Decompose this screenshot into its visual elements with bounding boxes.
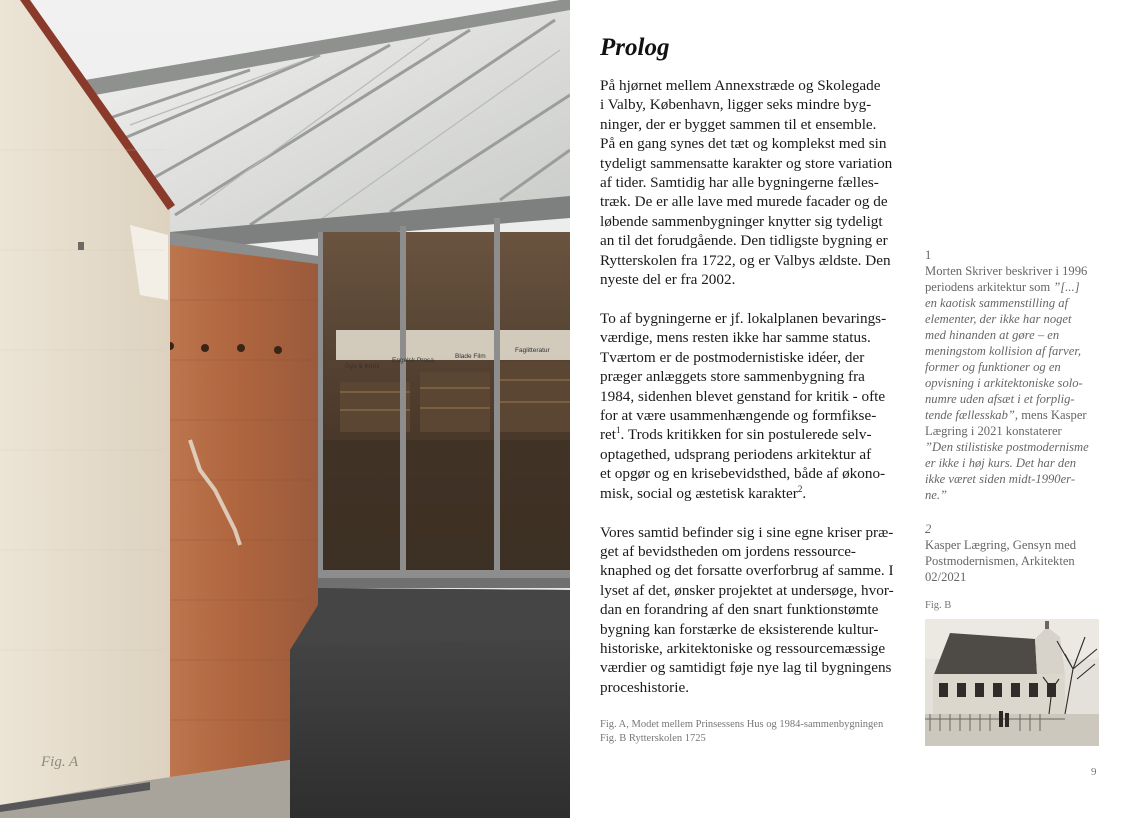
text-line: ninger, der er bygget sammen til et ensemble. (600, 115, 877, 133)
text-line: proceshistorie. (600, 678, 689, 696)
quote-line: meningstom kollision af farver, (925, 344, 1082, 358)
paragraph-3 (600, 523, 910, 698)
text-line: præger anlæggets store sammenbygning fra (600, 368, 865, 386)
footnote-ref-2[interactable]: 2 (797, 483, 803, 494)
text-fragment: periodens arkitektur som (925, 280, 1054, 294)
text-line: På hjørnet mellem Annexstræde og Skolegade (600, 77, 881, 94)
quote-line: med hinanden at gøre – en (925, 328, 1060, 342)
text-line: get af bevidstheden om jordens ressource- (600, 542, 856, 560)
quote-line: former og funktioner og en (925, 360, 1061, 374)
text-line: To af bygningerne er jf. lokalplanen bevarings- (600, 309, 887, 327)
text-line: Tværtom er de postmodernistiske idéer, der (600, 348, 865, 366)
text-line (600, 484, 910, 503)
footnote-number: 1 (925, 248, 932, 262)
footnote-line: Lægring i 2021 konstaterer (925, 424, 1062, 438)
text-fragment: . Trods kritikken for sin postulerede selv- (620, 426, 872, 444)
page-title: Prolog (600, 34, 670, 61)
page-number: 9 (1091, 766, 1097, 778)
figure-b-drawing (925, 619, 1099, 746)
footnote-number: 2 (925, 522, 932, 536)
text-line: knaphed og det forsatte overforbrug af samme. I (600, 562, 894, 580)
text-line: an til det forudgående. Den tidligste bygning er (600, 232, 888, 250)
caption-line: Fig. A, Modet mellem Prinsessens Hus og 1984-sammenbygningen (600, 719, 884, 730)
quote-line: ”Den stilistiske postmodernisme (925, 440, 1089, 454)
quote-line: elementer, der ikke har noget (925, 312, 1072, 326)
text-line: historiske, arkitektoniske og ressourcemæssige (600, 639, 886, 657)
text-line: værdier og samtidigt føje nye lag til bygningens (600, 659, 892, 677)
quote-line: ne.” (925, 488, 948, 502)
text-line: Rytterskolen fra 1722, og er Valbys ældste. Den (600, 251, 891, 269)
footnote-2 (925, 521, 1105, 585)
sign-4: Faglitteratur (515, 347, 550, 354)
text-line: træk. De er alle lave med murede facader og de (600, 193, 888, 211)
quote-line: numre uden afsæt i et forplig- (925, 392, 1075, 406)
text-fragment: , mens Kasper (1014, 408, 1087, 422)
text-fragment: ret (600, 426, 617, 444)
footnote-line: 02/2021 (925, 570, 967, 584)
text-line: På en gang synes det tæt og komplekst med sin (600, 135, 887, 153)
text-line: tydeligt sammensatte karakter og store variation (600, 154, 893, 172)
text-fragment: misk, social og æstetisk karakter (600, 484, 798, 502)
footnote-line (925, 407, 1105, 423)
footnote-ref-1[interactable]: 1 (616, 425, 621, 436)
figure-a-label: Fig. A (41, 754, 79, 770)
quote-line: er ikke i høj kurs. Det har den (925, 456, 1077, 470)
text-line: løbende sammenbygninger knytter sig tydeligt (600, 212, 883, 230)
text-line: bygning kan forstærke de eksisterende kultur- (600, 620, 879, 638)
text-line: dan en forandring af den snart funktionstømte (600, 601, 879, 619)
text-line: nyeste del er fra 2002. (600, 271, 736, 289)
quote-line: en kaotisk sammenstilling af (925, 296, 1069, 310)
text-line (600, 425, 910, 444)
quote-line: opvisning i arkitektoniske solo- (925, 376, 1083, 390)
sign-1: Gys & Krimi (345, 363, 380, 370)
text-line: 1984, sidenhen blevet genstand for kritik - ofte (600, 387, 886, 405)
body-text (600, 76, 910, 717)
sign-3: Blade Film (455, 353, 486, 360)
figure-b-photo (925, 619, 1099, 746)
text-fragment: . (802, 484, 807, 502)
sign-2: Engelsk Prosa (392, 357, 434, 364)
glass-facade (318, 218, 570, 588)
dark-plinth (290, 588, 570, 818)
paragraph-1 (600, 76, 910, 289)
text-line: for at være usammenhængende og formfikse- (600, 407, 877, 424)
footnote-1 (925, 247, 1105, 503)
quote-fragment: tende fællesskab” (925, 408, 1015, 422)
text-line: Vores samtid befinder sig i sine egne kriser præ- (600, 523, 894, 541)
text-line: af tider. Samtidig har alle bygningerne fælles- (600, 174, 879, 192)
footnote-line: Morten Skriver beskriver i 1996 (925, 264, 1088, 278)
footnote-line (925, 279, 1105, 295)
figure-captions (600, 718, 883, 746)
caption-line: Fig. B Rytterskolen 1725 (600, 733, 706, 744)
footnote-line: Kasper Lægring, Gensyn med (925, 538, 1077, 552)
footnote-line: Postmodernismen, Arkitekten (925, 554, 1075, 568)
text-line: værdige, mens resten ikke har samme status. (600, 329, 871, 347)
text-line: et opgør og en krisebevidsthed, både af økono- (600, 465, 886, 483)
quote-line: ikke været siden midt-1990er- (925, 472, 1076, 486)
figure-b-label: Fig. B (925, 600, 952, 611)
paragraph-2 (600, 309, 910, 503)
text-line: optagethed, udsprang periodens arkitektur af (600, 445, 872, 463)
text-line: i Valby, København, ligger seks mindre byg- (600, 96, 872, 114)
quote-fragment: ”[...] (1053, 280, 1080, 294)
text-line: lyset af det, ønsker projektet at undersøge, hvor- (600, 581, 894, 599)
